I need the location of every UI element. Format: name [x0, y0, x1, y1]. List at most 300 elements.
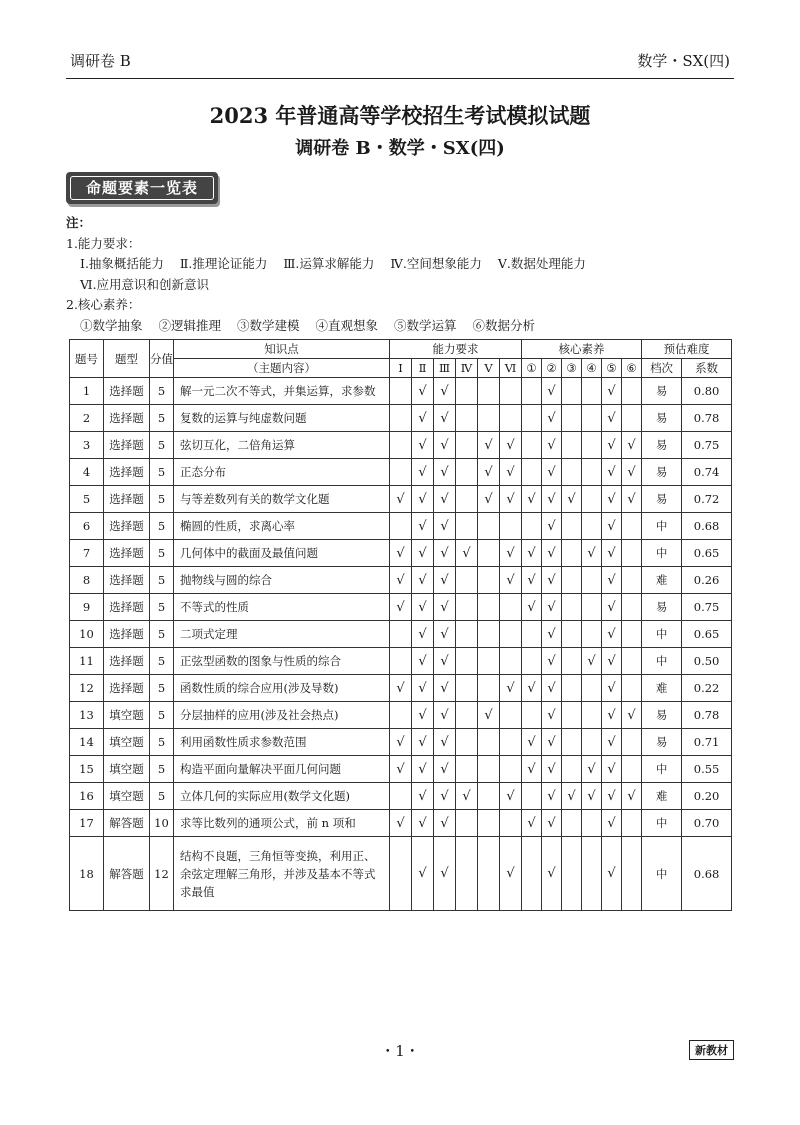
header-score: 分值	[150, 340, 174, 378]
core-item: ⑤数学运算	[394, 317, 457, 333]
core-check	[622, 621, 642, 648]
ability-check	[478, 729, 500, 756]
core-check: √	[542, 675, 562, 702]
ability-check: √	[434, 621, 456, 648]
core-check	[622, 405, 642, 432]
core-check	[582, 432, 602, 459]
question-type: 选择题	[104, 594, 150, 621]
question-score: 5	[150, 594, 174, 621]
knowledge-point: 正态分布	[174, 459, 390, 486]
knowledge-point: 正弦型函数的图象与性质的综合	[174, 648, 390, 675]
header-core-col: ②	[542, 359, 562, 378]
core-check: √	[542, 432, 562, 459]
ability-item: Ⅱ.推理论证能力	[179, 256, 268, 271]
ability-check	[390, 432, 412, 459]
table-row	[70, 567, 732, 594]
ability-check	[478, 594, 500, 621]
core-check	[522, 702, 542, 729]
difficulty-level: 易	[642, 432, 682, 459]
question-number: 12	[70, 675, 104, 702]
core-check: √	[602, 513, 622, 540]
ability-check	[478, 567, 500, 594]
difficulty-coefficient: 0.65	[682, 621, 732, 648]
core-check: √	[582, 783, 602, 810]
ability-check: √	[478, 432, 500, 459]
question-score: 5	[150, 378, 174, 405]
core-check: √	[602, 837, 622, 911]
core-check	[562, 702, 582, 729]
ability-check	[456, 378, 478, 405]
core-check: √	[622, 432, 642, 459]
table-row	[70, 486, 732, 513]
question-score: 5	[150, 459, 174, 486]
core-check	[622, 810, 642, 837]
question-score: 5	[150, 621, 174, 648]
core-check: √	[622, 459, 642, 486]
core-check: √	[602, 459, 622, 486]
difficulty-level: 中	[642, 540, 682, 567]
question-number: 14	[70, 729, 104, 756]
ability-check: √	[390, 594, 412, 621]
ability-item: Ⅴ.数据处理能力	[497, 256, 586, 271]
ability-check: √	[412, 594, 434, 621]
difficulty-level: 易	[642, 702, 682, 729]
core-check: √	[542, 405, 562, 432]
header-ability-col: Ⅲ	[434, 359, 456, 378]
header-type: 题型	[104, 340, 150, 378]
table-row	[70, 648, 732, 675]
header-ability: 能力要求	[390, 340, 522, 359]
difficulty-level: 易	[642, 405, 682, 432]
knowledge-point: 分层抽样的应用(涉及社会热点)	[174, 702, 390, 729]
core-check	[582, 675, 602, 702]
core-check: √	[542, 513, 562, 540]
core-check: √	[542, 567, 562, 594]
difficulty-level: 易	[642, 459, 682, 486]
question-number: 1	[70, 378, 104, 405]
core-item: ④直观想象	[315, 317, 379, 333]
ability-check: √	[412, 756, 434, 783]
table-row	[70, 459, 732, 486]
ability-check	[478, 540, 500, 567]
ability-check: √	[412, 459, 434, 486]
core-item: ②逻辑推理	[158, 317, 222, 333]
ability-check	[456, 756, 478, 783]
table-row	[70, 837, 732, 911]
header-num: 题号	[70, 340, 104, 378]
core-check	[582, 729, 602, 756]
header-core-col: ⑤	[602, 359, 622, 378]
ability-item: Ⅲ.运算求解能力	[283, 256, 375, 271]
core-check	[622, 675, 642, 702]
header-core-col: ④	[582, 359, 602, 378]
table-row	[70, 621, 732, 648]
core-check	[522, 783, 542, 810]
ability-check: √	[390, 756, 412, 783]
difficulty-level: 中	[642, 810, 682, 837]
difficulty-coefficient: 0.50	[682, 648, 732, 675]
question-type: 填空题	[104, 702, 150, 729]
difficulty-level: 难	[642, 567, 682, 594]
header-core-col: ③	[562, 359, 582, 378]
core-check: √	[522, 567, 542, 594]
header-core-col: ⑥	[622, 359, 642, 378]
ability-check: √	[500, 837, 522, 911]
header-left: 调研卷 B	[70, 52, 131, 70]
difficulty-level: 难	[642, 783, 682, 810]
header-difficulty: 预估难度	[642, 340, 732, 359]
knowledge-point: 结构不良题，三角恒等变换，利用正、余弦定理解三角形，并涉及基本不等式求最值	[174, 837, 390, 911]
knowledge-point: 不等式的性质	[174, 594, 390, 621]
question-score: 12	[150, 837, 174, 911]
difficulty-coefficient: 0.75	[682, 594, 732, 621]
core-check	[582, 405, 602, 432]
table-row	[70, 675, 732, 702]
ability-check	[390, 405, 412, 432]
knowledge-point: 函数性质的综合应用(涉及导数)	[174, 675, 390, 702]
ability-check: √	[434, 675, 456, 702]
difficulty-coefficient: 0.74	[682, 459, 732, 486]
ability-check: √	[434, 540, 456, 567]
question-score: 5	[150, 648, 174, 675]
header-topic-sub: （主题内容）	[174, 359, 390, 378]
question-type: 填空题	[104, 756, 150, 783]
core-check: √	[522, 540, 542, 567]
ability-check: √	[390, 540, 412, 567]
ability-check: √	[390, 729, 412, 756]
core-check: √	[542, 810, 562, 837]
difficulty-level: 中	[642, 648, 682, 675]
difficulty-coefficient: 0.22	[682, 675, 732, 702]
core-check: √	[542, 783, 562, 810]
ability-check	[500, 729, 522, 756]
core-check	[562, 675, 582, 702]
ability-check: √	[434, 594, 456, 621]
ability-check: √	[412, 378, 434, 405]
ability-check: √	[412, 486, 434, 513]
core-check	[522, 378, 542, 405]
ability-check: √	[412, 837, 434, 911]
core-check	[522, 405, 542, 432]
table-row	[70, 810, 732, 837]
question-score: 5	[150, 702, 174, 729]
question-number: 13	[70, 702, 104, 729]
core-check	[582, 702, 602, 729]
question-number: 5	[70, 486, 104, 513]
ability-check: √	[434, 729, 456, 756]
core-check: √	[602, 540, 622, 567]
knowledge-point: 与等差数列有关的数学文化题	[174, 486, 390, 513]
core-check: √	[542, 729, 562, 756]
knowledge-point: 复数的运算与纯虚数问题	[174, 405, 390, 432]
core-check: √	[542, 486, 562, 513]
ability-check	[478, 783, 500, 810]
header-right: 数学・SX(四)	[637, 52, 730, 70]
ability-check: √	[500, 540, 522, 567]
ability-check	[500, 513, 522, 540]
difficulty-coefficient: 0.71	[682, 729, 732, 756]
ability-check: √	[412, 783, 434, 810]
difficulty-coefficient: 0.78	[682, 405, 732, 432]
ability-check: √	[434, 756, 456, 783]
ability-check: √	[412, 810, 434, 837]
core-check	[582, 513, 602, 540]
question-number: 17	[70, 810, 104, 837]
question-type: 解答题	[104, 810, 150, 837]
difficulty-coefficient: 0.80	[682, 378, 732, 405]
question-score: 5	[150, 486, 174, 513]
core-check	[622, 540, 642, 567]
core-check	[522, 837, 542, 911]
core-check: √	[602, 783, 622, 810]
page-title: 2023 年普通高等学校招生考试模拟试题	[209, 103, 591, 128]
knowledge-point: 求等比数列的通项公式，前 n 项和	[174, 810, 390, 837]
page-number: ・1・	[380, 1042, 420, 1060]
core-check	[562, 459, 582, 486]
ability-check	[456, 837, 478, 911]
difficulty-coefficient: 0.70	[682, 810, 732, 837]
header-core: 核心素养	[522, 340, 642, 359]
core-check: √	[602, 810, 622, 837]
notes-block	[66, 213, 598, 336]
core-check: √	[602, 594, 622, 621]
core-check	[582, 459, 602, 486]
question-type: 选择题	[104, 459, 150, 486]
section-banner	[66, 172, 218, 204]
ability-check	[478, 756, 500, 783]
header-ability-col: Ⅳ	[456, 359, 478, 378]
ability-check	[478, 648, 500, 675]
knowledge-point: 几何体中的截面及最值问题	[174, 540, 390, 567]
core-check	[522, 459, 542, 486]
ability-check	[456, 486, 478, 513]
ability-check	[500, 702, 522, 729]
core-line	[66, 316, 598, 337]
difficulty-level: 中	[642, 621, 682, 648]
core-check	[622, 756, 642, 783]
core-check: √	[602, 729, 622, 756]
core-check: √	[602, 378, 622, 405]
header-core-col: ①	[522, 359, 542, 378]
difficulty-level: 易	[642, 729, 682, 756]
core-check: √	[602, 756, 622, 783]
ability-check: √	[434, 702, 456, 729]
core-check: √	[542, 702, 562, 729]
ability-check	[456, 675, 478, 702]
ability-check: √	[390, 810, 412, 837]
ability-check: √	[434, 486, 456, 513]
table-row	[70, 783, 732, 810]
question-number: 4	[70, 459, 104, 486]
core-check: √	[582, 648, 602, 675]
ability-check	[500, 810, 522, 837]
ability-check: √	[412, 729, 434, 756]
ability-item: Ⅳ.空间想象能力	[390, 256, 482, 271]
difficulty-coefficient: 0.75	[682, 432, 732, 459]
core-check	[622, 513, 642, 540]
core-check: √	[542, 378, 562, 405]
ability-check: √	[412, 513, 434, 540]
question-score: 5	[150, 540, 174, 567]
knowledge-point: 弦切互化，二倍角运算	[174, 432, 390, 459]
question-score: 5	[150, 729, 174, 756]
ability-check	[456, 729, 478, 756]
ability-check	[456, 567, 478, 594]
question-type: 选择题	[104, 432, 150, 459]
question-number: 9	[70, 594, 104, 621]
core-check	[562, 648, 582, 675]
core-check	[562, 432, 582, 459]
ability-check	[390, 459, 412, 486]
ability-check: √	[390, 486, 412, 513]
core-check: √	[622, 702, 642, 729]
ability-check: √	[478, 702, 500, 729]
ability-check	[390, 378, 412, 405]
ability-check	[500, 648, 522, 675]
core-check	[562, 621, 582, 648]
table-row	[70, 405, 732, 432]
question-number: 7	[70, 540, 104, 567]
question-number: 11	[70, 648, 104, 675]
table-row	[70, 729, 732, 756]
question-score: 5	[150, 432, 174, 459]
core-check	[582, 621, 602, 648]
question-type: 选择题	[104, 648, 150, 675]
ability-check: √	[434, 783, 456, 810]
core-item: ③数学建模	[237, 317, 300, 333]
core-check	[622, 567, 642, 594]
ability-check: √	[390, 675, 412, 702]
core-check: √	[522, 810, 542, 837]
ability-check: √	[434, 837, 456, 911]
question-type: 选择题	[104, 567, 150, 594]
core-check	[622, 378, 642, 405]
core-check: √	[602, 432, 622, 459]
ability-check	[456, 432, 478, 459]
ability-check	[456, 459, 478, 486]
core-check	[562, 594, 582, 621]
core-check: √	[542, 837, 562, 911]
core-check: √	[602, 405, 622, 432]
core-check: √	[542, 756, 562, 783]
difficulty-level: 易	[642, 594, 682, 621]
ability-title: 1.能力要求：	[66, 235, 141, 251]
question-number: 10	[70, 621, 104, 648]
question-score: 5	[150, 756, 174, 783]
core-item: ⑥数据分析	[472, 317, 536, 333]
core-check	[522, 621, 542, 648]
ability-item: Ⅰ.抽象概括能力	[80, 256, 164, 271]
core-check: √	[602, 675, 622, 702]
ability-check	[500, 405, 522, 432]
question-type: 选择题	[104, 675, 150, 702]
question-score: 10	[150, 810, 174, 837]
core-check: √	[582, 540, 602, 567]
difficulty-level: 难	[642, 675, 682, 702]
core-check	[622, 594, 642, 621]
difficulty-coefficient: 0.65	[682, 540, 732, 567]
core-check: √	[602, 486, 622, 513]
ability-check	[390, 702, 412, 729]
core-check	[562, 837, 582, 911]
core-check: √	[522, 756, 542, 783]
ability-check: √	[456, 540, 478, 567]
ability-check	[500, 594, 522, 621]
core-check: √	[522, 594, 542, 621]
ability-check: √	[412, 405, 434, 432]
difficulty-coefficient: 0.55	[682, 756, 732, 783]
core-check	[522, 648, 542, 675]
knowledge-point: 椭圆的性质，求离心率	[174, 513, 390, 540]
question-type: 选择题	[104, 405, 150, 432]
core-check	[522, 432, 542, 459]
core-check	[562, 513, 582, 540]
core-check	[582, 567, 602, 594]
table-row	[70, 432, 732, 459]
knowledge-point: 立体几何的实际应用(数学文化题)	[174, 783, 390, 810]
ability-check: √	[390, 567, 412, 594]
core-check: √	[602, 648, 622, 675]
question-score: 5	[150, 783, 174, 810]
question-number: 3	[70, 432, 104, 459]
ability-check: √	[412, 540, 434, 567]
core-check	[622, 729, 642, 756]
header-ability-col: Ⅵ	[500, 359, 522, 378]
difficulty-coefficient: 0.68	[682, 837, 732, 911]
ability-check	[390, 513, 412, 540]
core-check: √	[542, 621, 562, 648]
core-check: √	[562, 486, 582, 513]
core-check	[562, 540, 582, 567]
core-check	[582, 486, 602, 513]
ability-check: √	[500, 432, 522, 459]
ability-check	[456, 405, 478, 432]
question-type: 解答题	[104, 837, 150, 911]
core-check	[582, 810, 602, 837]
question-type: 填空题	[104, 783, 150, 810]
ability-check: √	[434, 810, 456, 837]
difficulty-coefficient: 0.68	[682, 513, 732, 540]
ability-check	[456, 702, 478, 729]
difficulty-coefficient: 0.72	[682, 486, 732, 513]
header-ability-col: Ⅴ	[478, 359, 500, 378]
elements-table	[69, 339, 732, 911]
core-check	[562, 810, 582, 837]
edition-badge: 新教材	[689, 1040, 734, 1060]
ability-check	[500, 756, 522, 783]
question-number: 18	[70, 837, 104, 911]
ability-check: √	[412, 702, 434, 729]
core-check	[522, 513, 542, 540]
core-check	[622, 837, 642, 911]
core-check: √	[522, 486, 542, 513]
ability-check: √	[412, 621, 434, 648]
ability-check: √	[500, 675, 522, 702]
table-row	[70, 540, 732, 567]
ability-check: √	[456, 783, 478, 810]
knowledge-point: 抛物线与圆的综合	[174, 567, 390, 594]
ability-check: √	[500, 459, 522, 486]
table-row	[70, 756, 732, 783]
ability-check: √	[434, 513, 456, 540]
difficulty-level: 中	[642, 513, 682, 540]
ability-check	[456, 810, 478, 837]
core-check	[622, 648, 642, 675]
ability-check	[478, 378, 500, 405]
ability-check: √	[478, 486, 500, 513]
ability-check	[390, 621, 412, 648]
ability-line-2: Ⅵ.应用意识和创新意识	[80, 276, 210, 292]
